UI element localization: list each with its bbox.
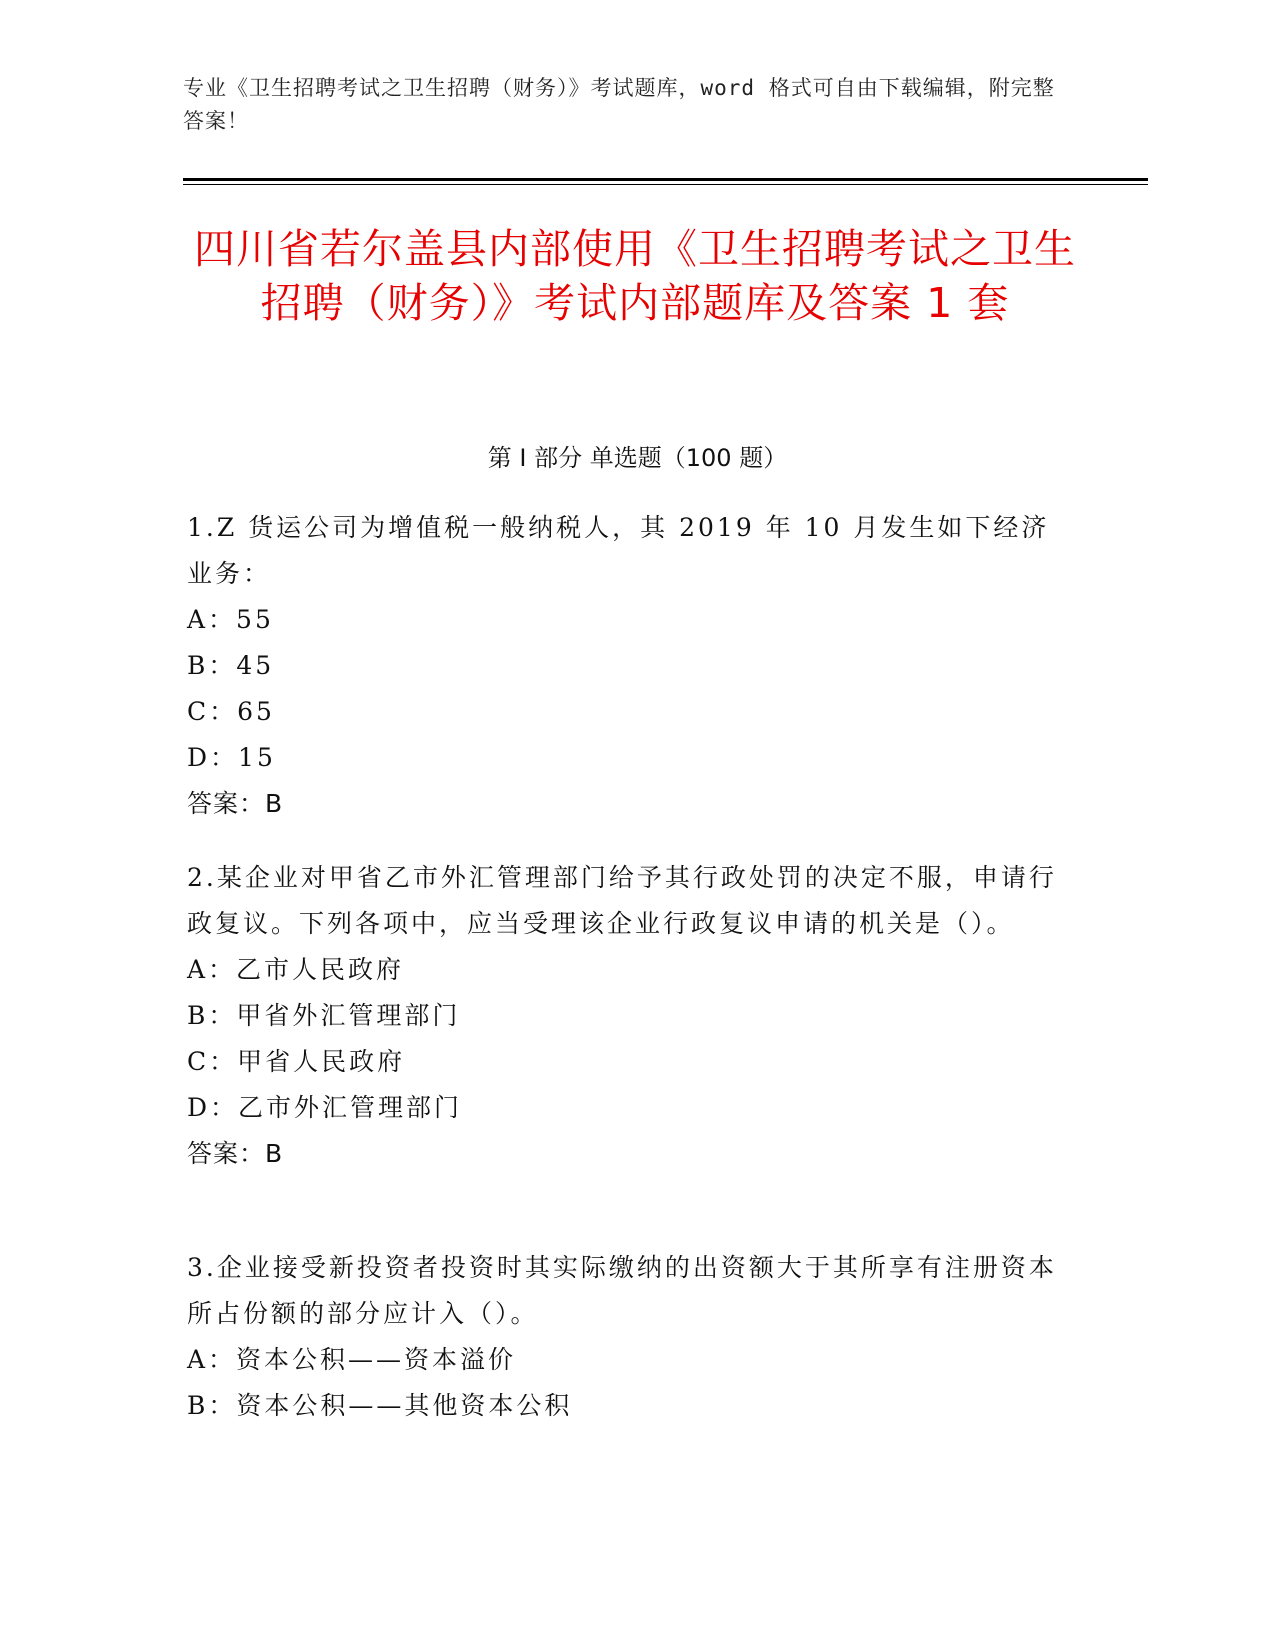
question-3 [187,1245,1067,1429]
section-heading: 第 I 部分 单选题（100 题） [487,444,788,472]
option-d: D：15 [187,743,276,772]
option-a: A：乙市人民政府 [187,955,405,984]
option-c: C：甲省人民政府 [187,1047,406,1076]
option-c: C：65 [187,697,275,726]
question-stem: 3.企业接受新投资者投资时其实际缴纳的出资额大于其所享有注册资本所占份额的部分应计入（）。 [187,1253,1057,1328]
header-rule-thick [183,178,1148,181]
question-1 [187,505,1067,827]
option-b: B：甲省外汇管理部门 [187,1001,461,1030]
answer: 答案：B [187,1139,284,1168]
header-note: 专业《卫生招聘考试之卫生招聘（财务）》考试题库，word 格式可自由下载编辑，附完整答案！ [183,76,1055,133]
option-b: B：资本公积——其他资本公积 [187,1391,573,1420]
document-title: 四川省若尔盖县内部使用《卫生招聘考试之卫生招聘（财务）》考试内部题库及答案 1 套 [194,225,1076,327]
option-b: B：45 [187,651,275,680]
question-stem: 1.Z 货运公司为增值税一般纳税人，其 2019 年 10 月发生如下经济业务： [187,513,1050,588]
answer: 答案：B [187,789,284,818]
header-rule-thin [183,184,1148,185]
option-a: A：资本公积——资本溢价 [187,1345,517,1374]
question-2 [187,855,1067,1177]
question-stem: 2.某企业对甲省乙市外汇管理部门给予其行政处罚的决定不服，申请行政复议。下列各项中，应当受理该企业行政复议申请的机关是（）。 [187,863,1057,938]
option-d: D：乙市外汇管理部门 [187,1093,463,1122]
option-a: A：55 [187,605,274,634]
